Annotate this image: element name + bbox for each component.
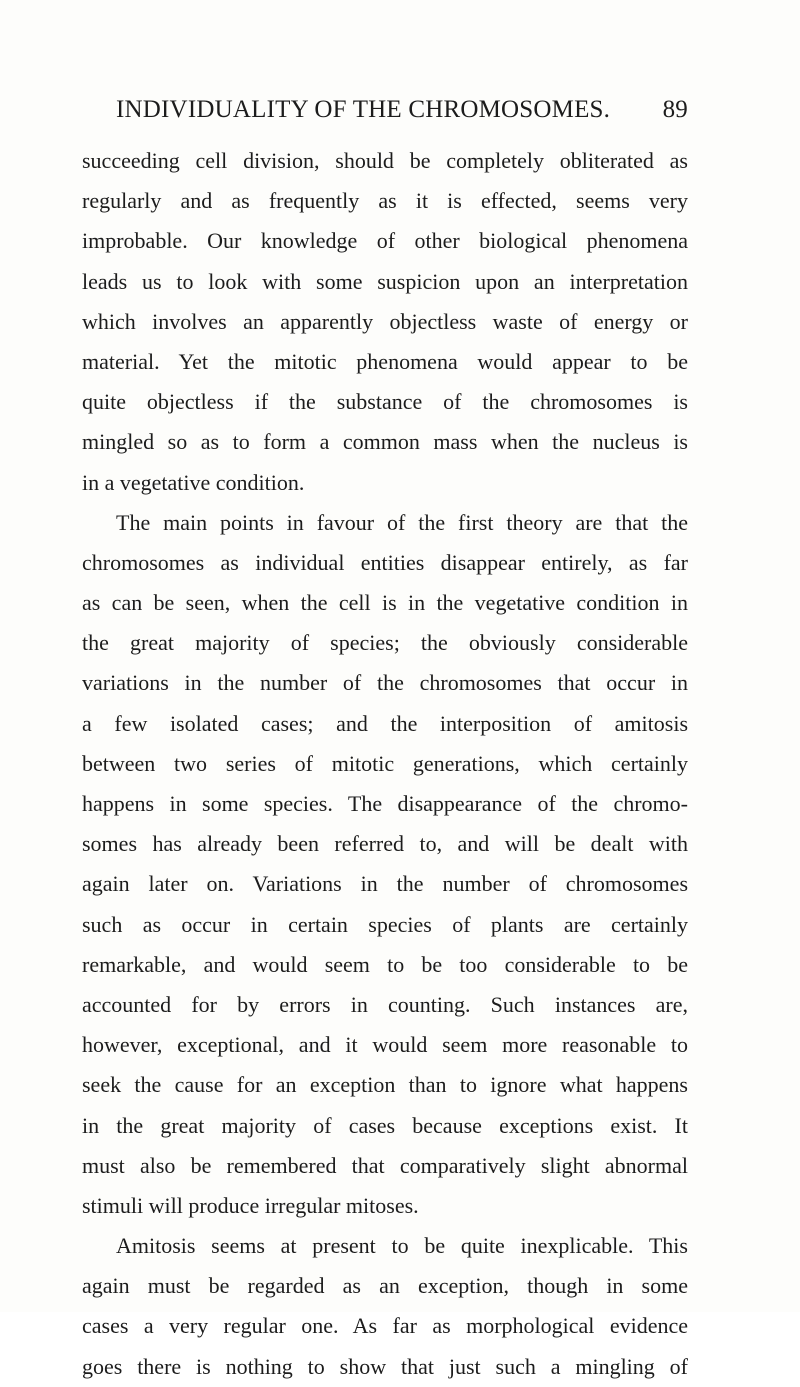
text-line: which involves an apparently objectless waste of energy or xyxy=(82,308,688,334)
text-line: a few isolated cases; and the interposition of amitosis xyxy=(82,710,688,736)
text-line: Amitosis seems at present to be quite inexplicable. This xyxy=(116,1233,688,1259)
text-line: The main points in favour of the first theory are that the xyxy=(116,509,688,535)
text-line: seek the cause for an exception than to ignore what happens xyxy=(82,1072,688,1098)
text-line: stimuli will produce irregular mitoses. xyxy=(82,1192,419,1218)
text-line: goes there is nothing to show that just such a mingling of xyxy=(82,1353,688,1379)
text-line: variations in the number of the chromosomes that occur in xyxy=(82,670,688,696)
page-number: 89 xyxy=(662,96,688,123)
text-line: remarkable, and would seem to be too considerable to be xyxy=(82,951,688,977)
body-text xyxy=(82,141,688,1387)
text-line: improbable. Our knowledge of other biological phenomena xyxy=(82,228,688,254)
text-line: mingled so as to form a common mass when the nucleus is xyxy=(82,429,688,455)
text-line: however, exceptional, and it would seem more reasonable to xyxy=(82,1032,688,1058)
text-line: the great majority of species; the obviously considerable xyxy=(82,630,688,656)
text-line: as can be seen, when the cell is in the vegetative condition in xyxy=(82,590,688,616)
text-line: chromosomes as individual entities disappear entirely, as far xyxy=(82,549,688,575)
text-line: again later on. Variations in the number of chromosomes xyxy=(82,871,688,897)
text-line: accounted for by errors in counting. Such instances are, xyxy=(82,991,688,1017)
text-line: in a vegetative condition. xyxy=(82,469,305,495)
text-line: somes has already been referred to, and will be dealt with xyxy=(82,831,688,857)
text-line: cases a very regular one. As far as morphological evidence xyxy=(82,1313,688,1339)
text-line: in the great majority of cases because exceptions exist. It xyxy=(82,1112,688,1138)
text-line: such as occur in certain species of plants are certainly xyxy=(82,911,688,937)
text-line: between two series of mitotic generations, which certainly xyxy=(82,750,688,776)
text-line: regularly and as frequently as it is effected, seems very xyxy=(82,188,688,214)
text-line: happens in some species. The disappearance of the chromo- xyxy=(82,791,688,816)
text-line: again must be regarded as an exception, though in some xyxy=(82,1273,688,1299)
running-head-title: INDIVIDUALITY OF THE CHROMOSOMES. xyxy=(116,96,611,123)
text-line: leads us to look with some suspicion upon an interpretation xyxy=(82,268,688,294)
text-line: material. Yet the mitotic phenomena would appear to be xyxy=(82,348,688,374)
running-head xyxy=(116,90,688,130)
text-line: quite objectless if the substance of the chromosomes is xyxy=(82,389,688,415)
text-line: must also be remembered that comparatively slight abnormal xyxy=(82,1152,688,1178)
text-line: succeeding cell division, should be completely obliterated as xyxy=(82,148,688,173)
